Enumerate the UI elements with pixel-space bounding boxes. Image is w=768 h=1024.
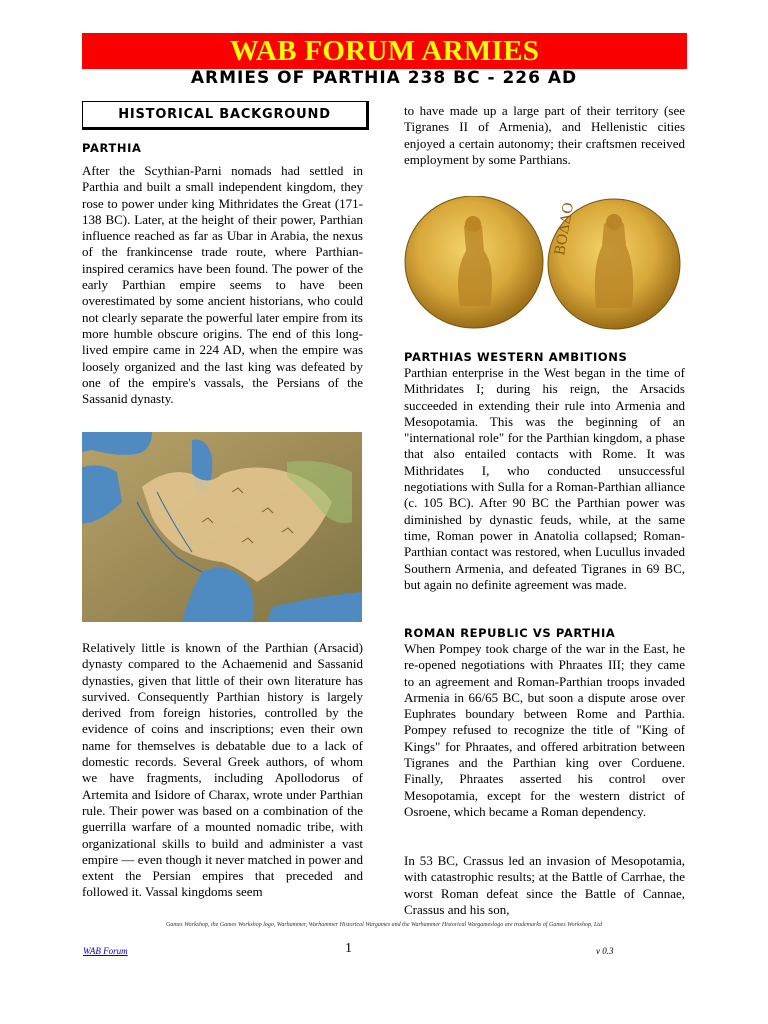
paragraph-pompey: When Pompey took charge of the war in the East, he re-opened negotiations with Phraates III; they came to an agreement and Roman-Parthian troops invaded Armenia in 66/65 BC, but soon a dispute arose over Euphrates boundary between Rome and Parthia. Pompey refused to recognize the title of "King of Kings" for Phraates, and offered arbitration between Tigranes and the Parthian king over Corduene. Finally, Phraates asserted his control over Mesopotamia, except for the western district of Osroene, which became a Roman dependency. <box>404 641 685 819</box>
svg-text:ΒΟΔΔΟ: ΒΟΔΔΟ <box>552 201 578 257</box>
title-banner <box>82 33 687 69</box>
trademark-notice: Games Workshop, the Games Workshop logo, Warhammer, Warhammer Historical Wargames and the Warhammer Historical Wargameslogo are trademarks of Games Workshop, Ltd <box>166 922 602 928</box>
version-label: v 0.3 <box>596 946 614 956</box>
paragraph-territory: to have made up a large part of their territory (see Tigranes II of Armenia), and Hellenistic cities enjoyed a certain autonomy; their craftsmen received employment by some Parthians. <box>404 103 685 167</box>
document-title: WAB FORUM ARMIES <box>229 35 540 67</box>
paragraph-western-ambitions: Parthian enterprise in the West began in the time of Mithridates I; during his reign, the Arsacids succeeded in extending their rule into Armenia and Mesopotamia. This was the beginning of an "international role" for the Parthian kingdom, a phase that also entailed contacts with Rome. It was Mithridates I, who conducted unsuccessful negotiations with Sulla for a Roman-Parthian alliance (c. 105 BC). After 90 BC the Parthian power was diminished by dynastic feuds, while, at the same time, Roman power in Anatolia collapsed; Roman-Parthian contact was restored, when Lucullus invaded Southern Armenia, and defeated Tigranes in 69 BC, but again no definite agreement was made. <box>404 365 685 592</box>
paragraph-crassus: In 53 BC, Crassus led an invasion of Mesopotamia, with catastrophic results; at the Battle of Carrhae, the worst Roman defeat since the Battle of Cannae, Crassus and his son, <box>404 853 685 917</box>
section-heading-roman-republic: ROMAN REPUBLIC VS PARTHIA <box>404 626 616 640</box>
paragraph-arsacid: Relatively little is known of the Parthian (Arsacid) dynasty compared to the Achaemenid and Sassanid dynasties, given that little of their own literature has survived. Consequently Parthian history is largely derived from foreign histories, controlled by the evidence of coins and inscriptions; even their own name for themselves is debatable due to a lack of domestic records. Several Greek authors, of whom we have fragments, including Apollodorus of Artemita and Isidore of Charax, wrote under Parthian rule. Their power was based on a combination of the guerrilla warfare of a mounted nomadic tribe, with organizational skills to build and administer a vast empire — even though it never matched in power and extent the Persian empires that preceded and followed it. Vassal kingdoms seem <box>82 640 363 900</box>
section-heading-box: HISTORICAL BACKGROUND <box>82 101 369 130</box>
footer-link[interactable]: WAB Forum <box>83 946 128 956</box>
section-heading-western-ambitions: PARTHIAS WESTERN AMBITIONS <box>404 350 628 364</box>
parthian-coins-image <box>404 196 685 333</box>
parthia-map-image <box>82 432 362 622</box>
paragraph-parthia: After the Scythian-Parni nomads had settled in Parthia and built a small independent kingdom, they rose to power under king Mithridates the Great (171-138 BC). Later, at the height of their power, Parthian influence reached as far as Ubar in Arabia, the nexus of the frankincense trade route, where Parthian-inspired ceramics have been found. The power of the early Parthian empire seems to have been overestimated by some ancient historians, who could not clearly separate the powerful later empire from its more humble obscure origins. The end of this long-lived empire came in 224 AD, when the empire was loosely organized and the last king was defeated by one of the empire's vassals, the Persians of the Sassanid dynasty. <box>82 163 363 407</box>
document-subtitle: ARMIES OF PARTHIA 238 BC - 226 AD <box>190 68 578 88</box>
page-number: 1 <box>345 941 352 956</box>
section-heading-parthia: PARTHIA <box>82 141 142 155</box>
